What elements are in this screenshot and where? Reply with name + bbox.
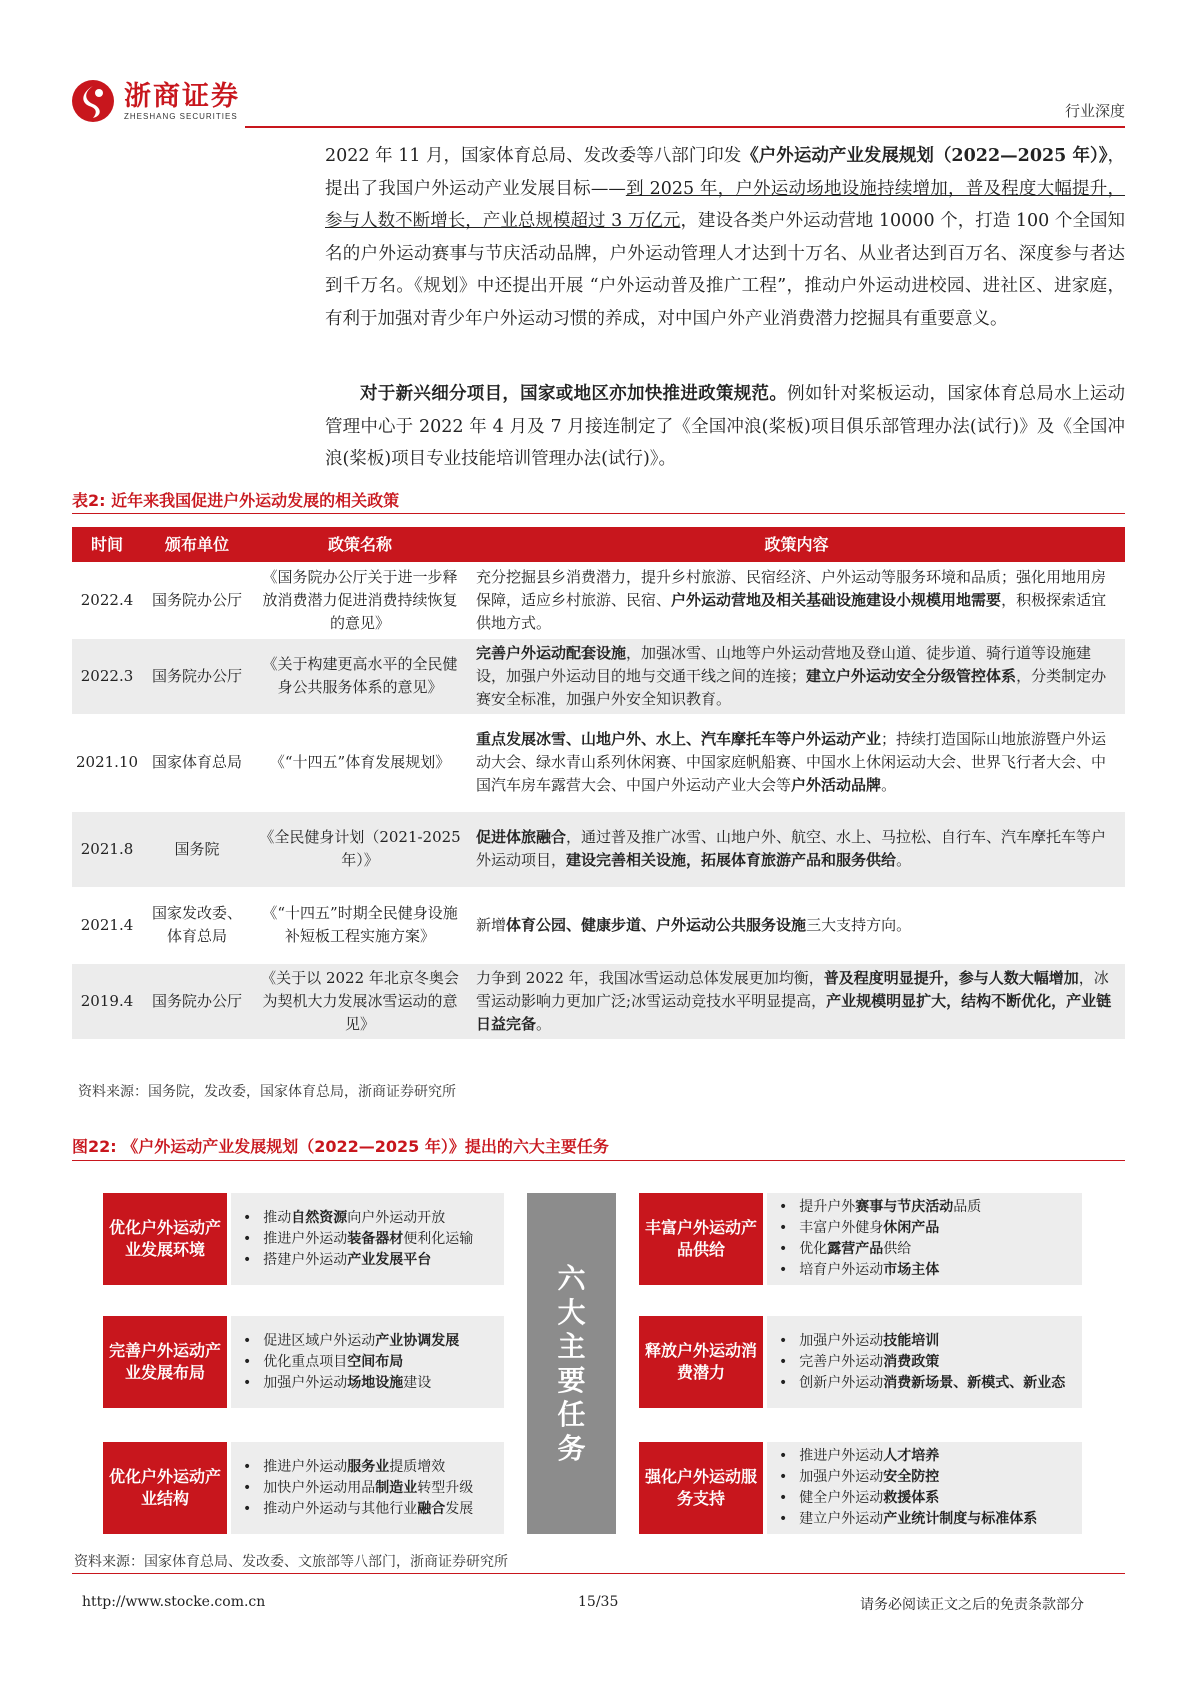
task-run-text-2: 供给 [883,1241,912,1257]
task-run-bold-1: 融合 [417,1500,446,1517]
table-header-row [72,527,1125,562]
task-item [243,1478,473,1499]
column-header-policy-content: 政策内容 [468,527,1125,562]
content-run-text-1: ；持续打造国际山地旅游暨户外运动大会、绿水青山系列休闲赛、中国家庭帆船赛、中国水上休闲运动大会、世界飞行者大会、中国汽车房车露营大会、中国户外运动产业大会等 [476,730,1107,794]
cell-policy-content [468,963,1125,1039]
cell-time: 2022.4 [72,562,142,638]
task-run-text-0: 推进户外运动 [799,1448,884,1464]
column-header-issuer: 颁布单位 [142,527,252,562]
task-run-bold-1: 赛事与节庆活动 [855,1199,954,1215]
task-run-bold-1: 休闲产品 [883,1220,940,1236]
cell-time: 2019.4 [72,963,142,1039]
content-run-bold-3: 产业规模明显扩大，结构不断优化，产业链日益完备 [476,991,1112,1033]
para1-text-3: ，建设各类户外运动营地 10000 个，打造 100 个全国知名的户外运动赛事与节庆活动品牌，户外运动管理人才达到十万名、从业者达到百万名、深度参与者达到千万名。《规划》中还提出开展 “户外运动普及推广工程”，推动户外运动进校园、进社区、进家庭，有利于加强对青少年户外运动习惯的养成，对中国户外产业消费潜力挖掘具有重要意义。 [325,211,1125,329]
task-run-text-0: 加强户外运动 [799,1469,884,1485]
task-run-bold-1: 场地设施 [347,1374,404,1391]
task-items-box [767,1316,1082,1408]
task-items-box [231,1442,504,1534]
task-item [779,1373,1065,1394]
content-run-text-2: ，积极探索适宜供地方式。 [476,590,1107,632]
figure-caption-divider [72,1160,1125,1161]
task-run-text-2: 品质 [953,1199,982,1215]
figure-source-note: 资料来源：国家体育总局、发改委、文旅部等八部门，浙商证券研究所 [74,1554,508,1570]
task-run-bold-1: 市场主体 [883,1262,940,1278]
task-run-text-0: 推动户外运动与其他行业 [263,1500,418,1517]
cell-time: 2021.4 [72,887,142,963]
task-item [243,1331,459,1352]
para2-bold-lead: 对于新兴细分项目，国家或地区亦加快推进政策规范。 [360,384,788,404]
cell-policy-name: 《全民健身计划（2021-2025 年）》 [252,811,468,887]
task-items-box [767,1442,1082,1534]
task-run-text-2: 建设 [403,1374,432,1391]
task-run-text-2: 提质增效 [389,1458,446,1475]
cell-policy-content [468,714,1125,811]
page-header [70,70,1125,130]
logo-chinese-name: 浙商证券 [124,80,240,112]
task-run-text-0: 推动 [263,1209,292,1226]
task-item [243,1457,473,1478]
task-title-box: 丰富户外运动产品供给 [639,1193,763,1285]
task-item [779,1352,1065,1373]
content-run-text-3: 。 [896,851,912,869]
task-item [243,1250,473,1271]
task-item [779,1488,1037,1509]
task-run-bold-1: 人才培养 [883,1448,940,1464]
cell-issuer: 国务院 [142,811,252,887]
task-run-bold-1: 产业协调发展 [375,1332,460,1349]
content-run-bold-0: 完善户外运动配套设施 [476,643,627,662]
para1-text-2: ，提出了我国户外运动产业发展目标—— [325,146,1125,199]
footer-divider [72,1573,1125,1574]
content-run-text-3: 。 [881,776,897,794]
task-items-box [231,1316,504,1408]
para1-underlined-target: 到 2025 年，户外运动场地设施持续增加，普及程度大幅提升，参与人数不断增长，产业总规模超过 3 万亿元 [325,178,1126,231]
task-run-bold-1: 自然资源 [291,1209,348,1226]
task-item [243,1499,473,1520]
task-items-box [767,1193,1082,1285]
table-row [72,963,1125,1039]
task-item [779,1467,1037,1488]
footer-page-number: 15/35 [578,1594,619,1610]
task-item [779,1218,981,1239]
task-run-bold-1: 空间布局 [347,1353,404,1370]
company-logo [70,78,240,124]
table-row [72,887,1125,963]
cell-issuer: 国家发改委、体育总局 [142,887,252,963]
column-header-time: 时间 [72,527,142,562]
task-items-list [779,1331,1065,1394]
content-run-text-0: 充分挖掘县乡消费潜力，提升乡村旅游、民宿经济、户外运动等服务环境和品质；强化用地用房保障，适应乡村旅游、民宿、 [476,567,1107,609]
body-paragraph-2 [325,378,1125,476]
task-run-bold-1: 制造业 [375,1479,418,1496]
content-run-bold-2: 建设完善相关设施，拓展体育旅游产品和服务供给 [566,851,897,869]
task-title-box: 优化户外运动产业发展环境 [103,1193,227,1285]
table-row [72,562,1125,638]
task-run-bold-1: 安全防控 [883,1469,940,1485]
table-caption-divider [72,513,1125,514]
zheshang-logo-icon [70,78,116,124]
task-run-text-0: 加快户外运动用品 [263,1479,376,1496]
task-title-box: 强化户外运动服务支持 [639,1442,763,1534]
task-item [243,1352,459,1373]
content-run-bold-0: 重点发展冰雪、山地户外、水上、汽车摩托车等户外运动产业 [476,730,882,748]
cell-policy-content [468,638,1125,714]
content-run-bold-1: 普及程度明显提升，参与人数大幅增加 [823,968,1079,987]
cell-issuer: 国务院办公厅 [142,638,252,714]
cell-time: 2022.3 [72,638,142,714]
task-run-bold-1: 救援体系 [883,1490,940,1506]
cell-issuer: 国务院办公厅 [142,963,252,1039]
cell-policy-name: 《国务院办公厅关于进一步释放消费潜力促进消费持续恢复的意见》 [252,562,468,638]
task-item [779,1331,1065,1352]
content-run-text-2: 三大支持方向。 [806,915,912,934]
cell-time: 2021.10 [72,714,142,811]
content-run-text-0: 力争到 2022 年，我国冰雪运动总体发展更加均衡， [476,968,824,987]
para1-text-1: 2022 年 11 月，国家体育总局、发改委等八部门印发 [325,146,742,166]
task-item [779,1446,1037,1467]
content-run-bold-0: 促进体旅融合 [476,828,567,846]
task-run-text-0: 优化 [799,1241,828,1257]
task-run-text-2: 便利化运输 [403,1230,474,1247]
cell-policy-name: 《关于构建更高水平的全民健身公共服务体系的意见》 [252,638,468,714]
six-tasks-center-bar [527,1193,616,1534]
column-header-policy-name: 政策名称 [252,527,468,562]
cell-policy-name: 《“十四五”时期全民健身设施补短板工程实施方案》 [252,887,468,963]
task-run-text-0: 优化重点项目 [263,1353,348,1370]
task-run-text-0: 促进区域户外运动 [263,1332,376,1349]
task-run-bold-1: 技能培训 [883,1332,940,1349]
task-title-box: 释放户外运动消费潜力 [639,1316,763,1408]
six-tasks-center-label: 六大主要任务 [557,1261,586,1465]
task-items-list [243,1331,459,1394]
cell-issuer: 国务院办公厅 [142,562,252,638]
logo-english-name: ZHESHANG SECURITIES [124,111,238,121]
footer-url: http://www.stocke.com.cn [82,1594,266,1610]
task-run-text-0: 搭建户外运动 [263,1251,348,1268]
content-run-text-2: ，冰雪运动影响力更加广泛;冰雪运动竞技水平明显提高， [476,968,1109,1010]
footer-disclaimer: 请务必阅读正文之后的免责条款部分 [860,1597,1084,1613]
task-items-list [243,1208,473,1271]
content-run-text-3: ，分类制定办赛安全标准，加强户外安全知识教育。 [476,666,1107,708]
cell-policy-content [468,562,1125,638]
task-items-box [231,1193,504,1285]
task-run-text-0: 推进户外运动 [263,1458,348,1475]
table-row [72,638,1125,714]
task-run-text-0: 健全户外运动 [799,1490,884,1506]
cell-policy-name: 《关于以 2022 年北京冬奥会为契机大力发展冰雪运动的意见》 [252,963,468,1039]
table-row [72,811,1125,887]
task-items-list [243,1457,473,1520]
task-run-bold-1: 露营产品 [827,1241,884,1257]
content-run-text-1: ，加强冰雪、山地等户外运动营地及登山道、徒步道、骑行道等设施建设，加强户外运动目的地与交通干线之间的连接； [476,643,1092,685]
task-items-list [779,1446,1037,1530]
task-run-text-0: 丰富户外健身 [799,1220,884,1236]
task-item [779,1197,981,1218]
cell-time: 2021.8 [72,811,142,887]
task-run-text-0: 加强户外运动 [263,1374,348,1391]
content-run-text-1: ，通过普及推广冰雪、山地户外、航空、水上、马拉松、自行车、汽车摩托车等户外运动项目， [476,828,1107,869]
cell-policy-name: 《“十四五”体育发展规划》 [252,714,468,811]
table-row [72,714,1125,811]
task-run-text-0: 创新户外运动 [799,1374,884,1391]
task-run-text-2: 转型升级 [417,1479,474,1496]
cell-policy-content [468,811,1125,887]
task-run-text-0: 建立户外运动 [799,1511,884,1527]
task-run-text-0: 培育户外运动 [799,1262,884,1278]
task-run-bold-1: 产业统计制度与标准体系 [883,1511,1038,1527]
task-item [243,1229,473,1250]
policy-table [72,527,1125,1039]
para1-bold-plan-title: 《户外运动产业发展规划（2022—2025 年）》 [741,146,1108,166]
content-run-bold-1: 户外运动营地及相关基础设施建设小规模用地需要 [671,590,1002,609]
task-run-text-0: 完善户外运动 [799,1353,884,1370]
figure-caption: 图22: 《户外运动产业发展规划（2022—2025 年）》提出的六大主要任务 [72,1137,609,1156]
task-item [779,1509,1037,1530]
policy-table-body [72,562,1125,1039]
task-run-bold-1: 消费政策 [883,1353,940,1370]
task-run-bold-1: 装备器材 [347,1230,404,1247]
task-title-box: 优化户外运动产业结构 [103,1442,227,1534]
cell-issuer: 国家体育总局 [142,714,252,811]
content-run-text-4: 。 [536,1014,552,1033]
task-item [243,1208,473,1229]
content-run-text-0: 新增 [476,915,507,934]
body-paragraph-1 [325,140,1125,335]
header-divider [245,126,1125,128]
task-run-text-0: 推进户外运动 [263,1230,348,1247]
cell-policy-content [468,887,1125,963]
task-item [779,1260,981,1281]
task-item [243,1373,459,1394]
task-item [779,1239,981,1260]
table-caption: 表2: 近年来我国促进户外运动发展的相关政策 [72,491,400,510]
task-run-text-2: 发展 [445,1500,474,1517]
task-run-text-0: 提升户外 [799,1199,856,1215]
task-run-bold-1: 消费新场景、新模式、新业态 [883,1374,1066,1391]
task-title-box: 完善户外运动产业发展布局 [103,1316,227,1408]
para2-text: 例如针对桨板运动，国家体育总局水上运动管理中心于 2022 年 4 月及 7 月接连制定了《全国冲浪(桨板)项目俱乐部管理办法(试行)》及《全国冲浪(桨板)项目专业技能培训管理办法(试行)》。 [325,384,1126,469]
task-run-bold-1: 服务业 [347,1458,390,1475]
report-type-tag: 行业深度 [1064,102,1125,120]
content-run-bold-1: 体育公园、健康步道、户外运动公共服务设施 [506,915,807,934]
task-items-list [779,1197,981,1281]
task-run-bold-1: 产业发展平台 [347,1251,432,1268]
content-run-bold-2: 建立户外运动安全分级管控体系 [806,666,1017,685]
task-run-text-2: 向户外运动开放 [347,1209,446,1226]
task-run-text-0: 加强户外运动 [799,1332,884,1349]
table-source-note: 资料来源：国务院，发改委，国家体育总局，浙商证券研究所 [78,1084,456,1100]
content-run-bold-2: 户外活动品牌 [791,776,882,794]
